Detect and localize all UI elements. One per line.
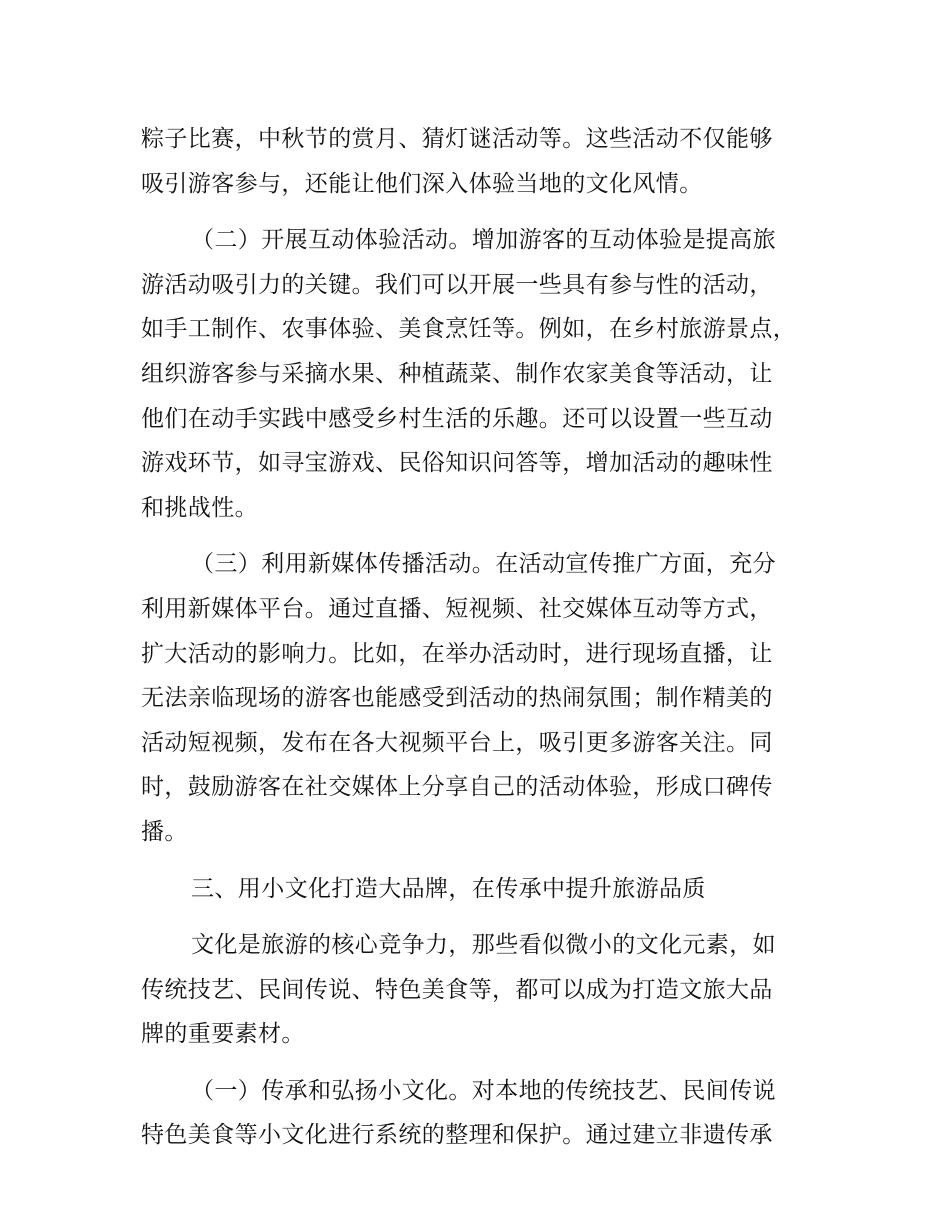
paragraph [141,542,841,854]
text-line: 三、用小文化打造大品牌，在传承中提升旅游品质 [191,875,706,902]
text-line: 扩大活动的影响力。比如，在举办活动时，进行现场直播，让 [141,640,773,667]
paragraph [141,117,841,206]
text-line: 牌的重要素材。 [141,1021,305,1048]
text-line: 时，鼓励游客在社交媒体上分享自己的活动体验，形成口碑传 [141,774,773,801]
paragraph [141,1069,841,1158]
paragraph [141,218,841,530]
text-line: 无法亲临现场的游客也能感受到活动的热闹氛围；制作精美的 [141,685,773,712]
text-line: 播。 [141,818,188,845]
text-line: 粽子比赛，中秋节的赏月、猜灯谜活动等。这些活动不仅能够 [141,126,773,152]
text-line: 特色美食等小文化进行系统的整理和保护。通过建立非遗传承 [141,1122,773,1149]
text-line: （二）开展互动体验活动。增加游客的互动体验是提高旅 [191,227,776,254]
text-line: 活动短视频，发布在各大视频平台上，吸引更多游客关注。同 [141,729,773,756]
text-line: 如手工制作、农事体验、美食烹饪等。例如，在乡村旅游景点， [141,316,797,343]
text-line: 他们在动手实践中感受乡村生活的乐趣。还可以设置一些互动 [141,405,773,432]
text-line: （三）利用新媒体传播活动。在活动宣传推广方面，充分 [191,551,776,578]
text-line: 吸引游客参与，还能让他们深入体验当地的文化风情。 [141,170,703,197]
text-line: 组织游客参与采摘水果、种植蔬菜、制作农家美食等活动，让 [141,360,773,387]
document-body [141,117,841,1158]
text-line: 游戏环节，如寻宝游戏、民俗知识问答等，增加活动的趣味性 [141,450,773,477]
text-line: 游活动吸引力的关键。我们可以开展一些具有参与性的活动， [141,271,773,298]
section-heading [141,867,841,912]
text-line: 文化是旅游的核心竞争力，那些看似微小的文化元素，如 [191,932,776,959]
text-line: 传统技艺、民间传说、特色美食等，都可以成为打造文旅大品 [141,976,773,1003]
text-line: 利用新媒体平台。通过直播、短视频、社交媒体互动等方式， [141,595,773,622]
paragraph [141,923,841,1057]
text-line: 和挑战性。 [141,494,258,521]
text-line: （一）传承和弘扬小文化。对本地的传统技艺、民间传说 [191,1077,776,1104]
